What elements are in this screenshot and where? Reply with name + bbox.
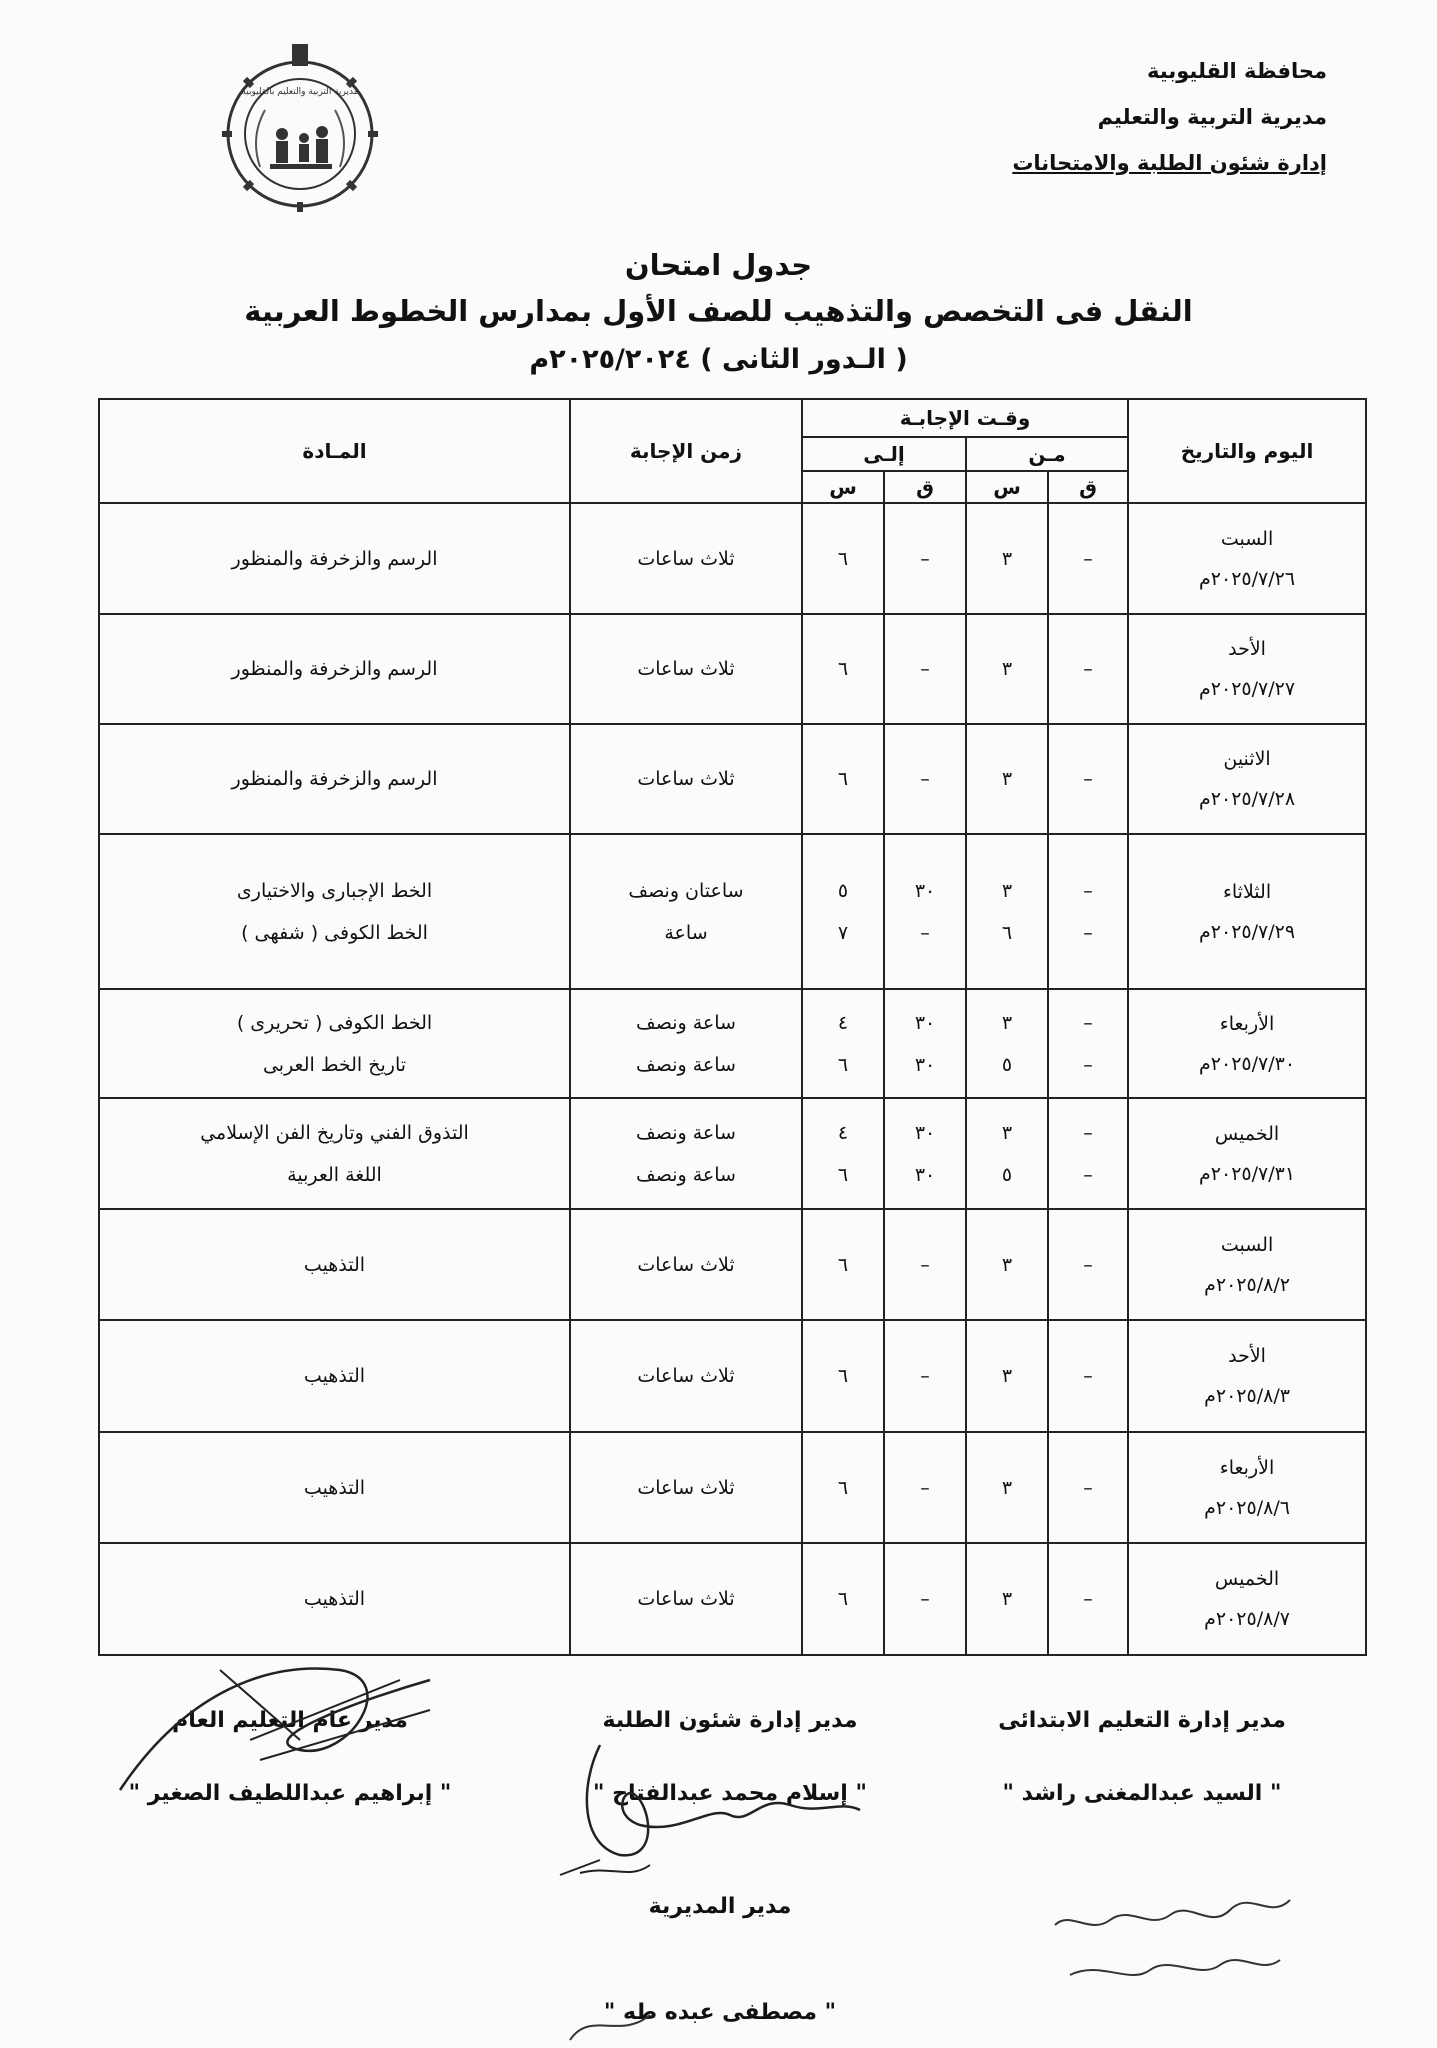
from-minutes: – <box>1083 1011 1093 1034</box>
exam-date: ٢٠٢٥/٧/٣١م <box>1199 1162 1296 1185</box>
table-row <box>99 1320 1366 1432</box>
exam-duration: ثلاث ساعات <box>570 1432 802 1543</box>
from-minutes: – <box>1083 1163 1093 1186</box>
signature-primary-education <box>957 1708 1327 1806</box>
to-minutes: – <box>884 1432 966 1543</box>
from-hours: ٥ <box>1001 1053 1013 1076</box>
from-minutes: – <box>1048 1543 1128 1655</box>
signature-directorate <box>600 1894 840 1919</box>
from-hours: ٣ <box>966 1320 1048 1432</box>
signature-name: " السيد عبدالمغنى راشد " <box>1002 1781 1282 1806</box>
exam-date: ٢٠٢٥/٨/٣م <box>1204 1385 1290 1407</box>
table-row <box>99 503 1366 614</box>
day-name: الأربعاء <box>1219 1456 1275 1479</box>
from-hours: ٦ <box>1001 921 1013 944</box>
from-hours: ٣ <box>966 614 1048 724</box>
from-hours: ٣ <box>966 724 1048 834</box>
signature-name: " مصطفى عبده طه " <box>603 2000 837 2025</box>
to-minutes: – <box>884 1209 966 1320</box>
exam-duration: ثلاث ساعات <box>570 614 802 724</box>
exam-subject: الرسم والزخرفة والمنظور <box>99 503 570 614</box>
handwritten-note <box>1040 1880 1320 1990</box>
from-hours: ٣ <box>1001 879 1013 902</box>
to-hours: ٤ <box>837 1121 849 1144</box>
from-minutes: – <box>1048 724 1128 834</box>
exam-duration: ساعة ونصف <box>636 1121 736 1144</box>
to-hours: ٧ <box>837 921 849 944</box>
exam-duration: ساعة <box>664 921 708 944</box>
exam-subject: الخط الكوفى ( شفهى ) <box>241 921 428 944</box>
to-minutes: ٣٠ <box>914 1163 936 1186</box>
exam-duration: ثلاث ساعات <box>570 1320 802 1432</box>
to-minutes: – <box>884 614 966 724</box>
directorate-logo <box>210 42 390 217</box>
header-answer-time: وقـت الإجابـة <box>802 399 1128 437</box>
to-minutes: ٣٠ <box>914 879 936 902</box>
document-title: جدول امتحان <box>624 248 813 282</box>
exam-subject: التذهيب <box>99 1209 570 1320</box>
exam-subject: الرسم والزخرفة والمنظور <box>99 724 570 834</box>
exam-date: ٢٠٢٥/٧/٢٦م <box>1199 567 1296 590</box>
exam-subject: اللغة العربية <box>287 1163 382 1186</box>
exam-subject: تاريخ الخط العربى <box>262 1053 407 1076</box>
exam-subject: الرسم والزخرفة والمنظور <box>99 614 570 724</box>
exam-duration: ساعة ونصف <box>636 1163 736 1186</box>
exam-date: ٢٠٢٥/٨/٢م <box>1204 1273 1290 1296</box>
day-name: السبت <box>1220 527 1274 550</box>
from-hours: ٣ <box>966 1209 1048 1320</box>
header-from-hours: س <box>966 471 1048 503</box>
handwritten-note-text: عن محمد حسن ٢٠٢٥/٧/١٦ <box>1180 1988 1192 1989</box>
signature-name: " إسلام محمد عبدالفتاح " <box>593 1781 867 1806</box>
exam-subject: التذهيب <box>99 1543 570 1655</box>
exam-duration: ثلاث ساعات <box>570 724 802 834</box>
to-hours: ٦ <box>802 1432 884 1543</box>
letterhead <box>1012 48 1327 186</box>
signature-title: مدير المديرية <box>648 1894 792 1919</box>
to-hours: ٤ <box>837 1011 849 1034</box>
to-hours: ٦ <box>802 1209 884 1320</box>
day-name: السبت <box>1220 1233 1274 1256</box>
to-hours: ٦ <box>837 1053 849 1076</box>
table-row <box>99 834 1366 989</box>
to-hours: ٦ <box>802 614 884 724</box>
table-row <box>99 1098 1366 1209</box>
header-from: مـن <box>966 437 1128 471</box>
from-minutes: – <box>1083 921 1093 944</box>
to-minutes: ٣٠ <box>914 1053 936 1076</box>
governorate-name: محافظة القليوبية <box>1147 59 1327 83</box>
exam-duration: ثلاث ساعات <box>570 1209 802 1320</box>
to-minutes: – <box>884 503 966 614</box>
handwritten-signature <box>540 1725 910 1885</box>
exam-schedule-table <box>98 398 1367 1656</box>
signature-name: " إبراهيم عبداللطيف الصغير " <box>128 1781 452 1806</box>
to-minutes: ٣٠ <box>914 1121 936 1144</box>
exam-date: ٢٠٢٥/٧/٢٩م <box>1199 920 1296 943</box>
from-hours: ٣ <box>1001 1121 1013 1144</box>
header-day-date: اليوم والتاريخ <box>1128 399 1366 503</box>
department-name: إدارة شئون الطلبة والامتحانات <box>1012 151 1327 175</box>
to-hours: ٦ <box>837 1163 849 1186</box>
signature-title: مدير إدارة التعليم الابتدائى <box>998 1708 1286 1733</box>
table-row <box>99 989 1366 1098</box>
exam-subject: التذوق الفني وتاريخ الفن الإسلامي <box>200 1121 469 1144</box>
to-hours: ٦ <box>802 1543 884 1655</box>
exam-date: ٢٠٢٥/٧/٢٧م <box>1199 678 1296 700</box>
from-hours: ٥ <box>1001 1163 1013 1186</box>
to-hours: ٦ <box>802 724 884 834</box>
exam-date: ٢٠٢٥/٧/٢٨م <box>1199 788 1296 810</box>
exam-date: ٢٠٢٥/٨/٧م <box>1204 1608 1290 1630</box>
exam-subject: الخط الإجبارى والاختيارى <box>236 879 433 902</box>
exam-duration: ساعتان ونصف <box>628 879 744 902</box>
from-hours: ٣ <box>966 1432 1048 1543</box>
day-name: الخميس <box>1214 1568 1280 1590</box>
from-hours: ٣ <box>966 503 1048 614</box>
header-from-minutes: ق <box>1048 471 1128 503</box>
from-minutes: – <box>1048 1209 1128 1320</box>
exam-date: ٢٠٢٥/٧/٣٠م <box>1199 1052 1296 1075</box>
from-minutes: – <box>1083 879 1093 902</box>
handwritten-signature <box>100 1640 480 1820</box>
signature-title: مدير إدارة شئون الطلبة <box>602 1708 858 1733</box>
from-hours: ٣ <box>966 1543 1048 1655</box>
from-minutes: – <box>1083 1121 1093 1144</box>
from-hours: ٣ <box>1001 1011 1013 1034</box>
exam-duration: ساعة ونصف <box>636 1011 736 1034</box>
to-hours: ٦ <box>802 1320 884 1432</box>
to-minutes: ٣٠ <box>914 1011 936 1034</box>
document-subtitle: النقل فى التخصص والتذهيب للصف الأول بمدارس الخطوط العربية <box>244 294 1193 328</box>
from-minutes: – <box>1083 1053 1093 1076</box>
table-row <box>99 1543 1366 1655</box>
exam-duration: ثلاث ساعات <box>570 1543 802 1655</box>
table-row <box>99 1432 1366 1543</box>
from-minutes: – <box>1048 503 1128 614</box>
exam-subject: الخط الكوفى ( تحريرى ) <box>236 1011 433 1034</box>
header-to: إلـى <box>802 437 966 471</box>
from-minutes: – <box>1048 1432 1128 1543</box>
day-name: الاثنين <box>1223 748 1271 770</box>
day-name: الأربعاء <box>1219 1012 1275 1035</box>
exam-duration: ثلاث ساعات <box>570 503 802 614</box>
document-session: ( الـدور الثانى ) ٢٠٢٥/٢٠٢٤م <box>529 344 908 375</box>
table-row <box>99 724 1366 834</box>
day-name: الثلاثاء <box>1222 880 1272 903</box>
signature-title: مدير عام التعليم العام <box>172 1708 408 1733</box>
exam-date: ٢٠٢٥/٨/٦م <box>1204 1496 1290 1519</box>
day-name: الأحد <box>1228 638 1266 660</box>
handwritten-mark <box>560 2000 680 2048</box>
header-duration: زمن الإجابة <box>570 399 802 503</box>
header-subject: المـادة <box>99 399 570 503</box>
exam-duration: ساعة ونصف <box>636 1053 736 1076</box>
header-to-minutes: ق <box>884 471 966 503</box>
day-name: الأحد <box>1228 1345 1266 1367</box>
exam-subject: التذهيب <box>99 1320 570 1432</box>
to-hours: ٦ <box>802 503 884 614</box>
exam-subject: التذهيب <box>99 1432 570 1543</box>
from-minutes: – <box>1048 614 1128 724</box>
to-minutes: – <box>884 724 966 834</box>
to-minutes: – <box>884 1320 966 1432</box>
directorate-name: مديرية التربية والتعليم <box>1097 105 1327 129</box>
from-minutes: – <box>1048 1320 1128 1432</box>
header-to-hours: س <box>802 471 884 503</box>
table-row <box>99 614 1366 724</box>
to-hours: ٥ <box>837 879 849 902</box>
table-row <box>99 1209 1366 1320</box>
day-name: الخميس <box>1214 1122 1280 1145</box>
to-minutes: – <box>920 921 930 944</box>
to-minutes: – <box>884 1543 966 1655</box>
logo-text: مديرية التربية والتعليم بالقليوبية <box>241 87 359 97</box>
